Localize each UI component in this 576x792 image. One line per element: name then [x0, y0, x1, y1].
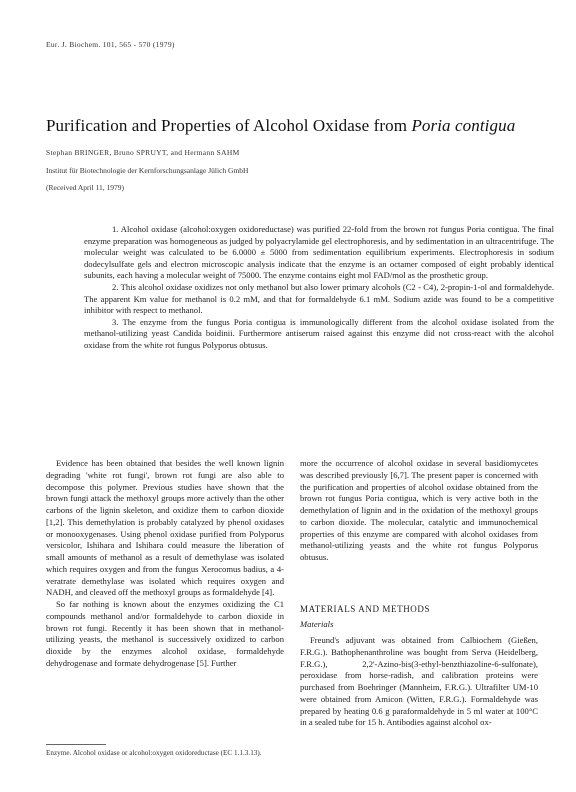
intro-paragraph-2: So far nothing is known about the enzymes oxidizing the C1 compounds methanol and/or formaldehyde to carbon dioxide in brown rot fungi. Recently it has been shown that in methanol-utilizing yeasts, the methanol is successively oxidized to carbon dioxide by the enzymes alcohol oxidase, formaldehyde dehydrogenase and formate dehydrogenase [5]. Further: [46, 599, 284, 668]
title-species: Poria contigua: [411, 116, 516, 135]
title-main: Purification and Properties of Alcohol Oxidase from: [46, 116, 412, 135]
body-left-column: [46, 458, 284, 670]
authors: Stephan BRINGER, Bruno SPRUYT, and Hermann SAHM: [46, 148, 240, 157]
subsection-heading-materials: Materials: [300, 619, 334, 629]
section-heading-materials-methods: MATERIALS AND METHODS: [300, 604, 431, 614]
institution: Institut für Biotechnologie der Kernforschungsanlage Jülich GmbH: [46, 166, 249, 175]
footnote-divider: [46, 744, 106, 745]
body-right-column: [300, 458, 538, 564]
abstract-paragraph-2: 2. This alcohol oxidase oxidizes not only methanol but also lower primary alcohols (C2 - C4), 2-propin-1-ol and formaldehyde. The apparent Km value for methanol is 0.2 mM, and that for formaldehyde 6.1 mM. Sodium azide was found to be a competitive inhibitor with respect to methanol.: [84, 281, 554, 316]
abstract: [84, 224, 554, 352]
received-date: (Received April 11, 1979): [46, 183, 125, 192]
abstract-paragraph-1: 1. Alcohol oxidase (alcohol:oxygen oxidoreductase) was purified 22-fold from the brown rot fungus Poria contigua. The final enzyme preparation was homogeneous as judged by polyacrylamide gel electrophoresis, and by sedimentation in an ultracentrifuge. The molecular weight was calculated to be 6.0000 ± 5000 from sedimentation equilibrium experiments. Electrophoresis in sodium dodecylsulfate gels and electron microscopic analysis indicate that the enzyme is an octamer composed of eight probably identical subunits, each having a molecular weight of 75000. The enzyme contains eight mol FAD/mol as the prosthetic group.: [84, 224, 554, 281]
journal-reference: Eur. J. Biochem. 101, 565 - 570 (1979): [46, 40, 175, 49]
intro-paragraph-1: Evidence has been obtained that besides the well known lignin degrading 'white rot fungi', brown rot fungi are also able to decompose this polymer. Previous studies have shown that the brown fungi attack the methoxyl groups more actively than the other carbons of the lignin skeleton, and oxidize them to carbon dioxide [1,2]. This demethylation is probably catalyzed by phenol oxidases or monooxygenases. Using phenol oxidase purified from Polyporus versicolor, Ishihara and Ishihara could measure the liberation of small amounts of methanol as a result of demethylase was isolated which requires oxygen and from the fungus Xerocomus badius, a 4-veratrate demethylase was isolated which requires oxygen and NADH, and cleaved off the methoxyl groups as formaldehyde [4].: [46, 458, 284, 598]
footnote-enzyme: Enzyme. Alcohol oxidase or alcohol:oxygen oxidoreductase (EC 1.1.3.13).: [46, 749, 262, 757]
abstract-paragraph-3: 3. The enzyme from the fungus Poria contigua is immunologically different from the alcohol oxidase isolated from the methanol-utilizing yeast Candida boidinii. Furthermore antiserum raised against this enzyme did not cross-react with the alcohol oxidase from the white rot fungus Polyporus obtusus.: [84, 316, 554, 350]
materials-paragraph: Freund's adjuvant was obtained from Calbiochem (Gießen, F.R.G.). Bathophenanthroline was bought from Serva (Heidelberg, F.R.G.), 2,2'-Azino-bis(3-ethyl-benzthiazoline-6-sulfonate), peroxidase from horse-radish, and calibration proteins were purchased from Boehringer (Mannheim, F.R.G.). Ultrafilter UM-10 were obtained from Amicon (Witten, F.R.G.). Formaldehyde was prepared by heating 0.6 g paraformaldehyde in 5 ml water at 100°C in a sealed tube for 15 h. Antibodies against alcohol ox-: [300, 635, 538, 728]
intro-paragraph-continued: more the occurrence of alcohol oxidase in several basidiomycetes was described previously [6,7]. The present paper is concerned with the purification and properties of alcohol oxidase obtained from the brown rot fungus Poria contigua, which is very active both in the demethylation of lignin and in the oxidation of the methoxyl groups to carbon dioxide. The molecular, catalytic and immunochemical properties of this enzyme are compared with alcohol oxidases from methanol-utilizing yeasts and the white rot fungus Polyporus obtusus.: [300, 458, 538, 562]
materials-paragraph-container: [300, 635, 538, 729]
article-title: [46, 116, 546, 136]
